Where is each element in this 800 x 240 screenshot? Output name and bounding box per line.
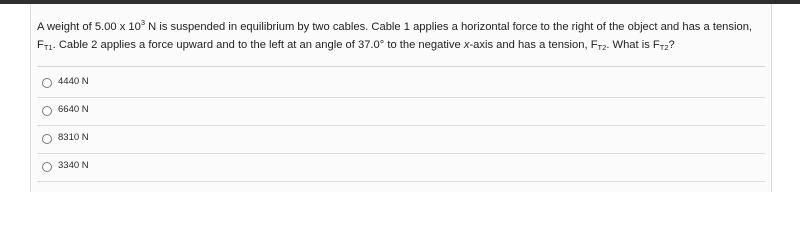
- answer-option[interactable]: [37, 154, 765, 182]
- bottom-margin: [0, 192, 800, 203]
- radio-button[interactable]: [42, 162, 52, 172]
- divider: [37, 66, 765, 67]
- answer-option-label[interactable]: 8310 N: [58, 132, 89, 143]
- answer-option[interactable]: [37, 126, 765, 154]
- answer-option-label[interactable]: 6640 N: [58, 104, 89, 115]
- subscript-t2: T2: [597, 43, 607, 52]
- answer-option-label[interactable]: 4440 N: [58, 76, 89, 87]
- radio-button[interactable]: [42, 78, 52, 88]
- question-text-segment: -axis and has a tension, F: [469, 39, 598, 51]
- radio-button[interactable]: [42, 134, 52, 144]
- question-text-segment: ?: [668, 39, 675, 51]
- question-text-segment: . Cable 2 applies a force upward and to the left at an angle of 37.0° to the negative: [52, 39, 464, 51]
- answer-options: [37, 70, 765, 182]
- axis-variable: x: [463, 39, 470, 51]
- subscript-t1: T1: [43, 43, 53, 52]
- question-text: [37, 14, 767, 57]
- exponent: 3: [140, 18, 146, 27]
- question-text-segment: N is suspended in equilibrium by two cables. Cable 1 applies a horizontal force to the right of the object and has a tension, F: [37, 21, 753, 51]
- radio-button[interactable]: [42, 106, 52, 116]
- subscript-t2: T2: [659, 43, 669, 52]
- question-text-segment: A weight of 5.00 x 10: [37, 21, 141, 33]
- question-text-segment: . What is F: [606, 39, 660, 51]
- question-panel: [30, 4, 772, 192]
- answer-option-label[interactable]: 3340 N: [58, 160, 89, 171]
- answer-option[interactable]: [37, 70, 765, 98]
- answer-option[interactable]: [37, 98, 765, 126]
